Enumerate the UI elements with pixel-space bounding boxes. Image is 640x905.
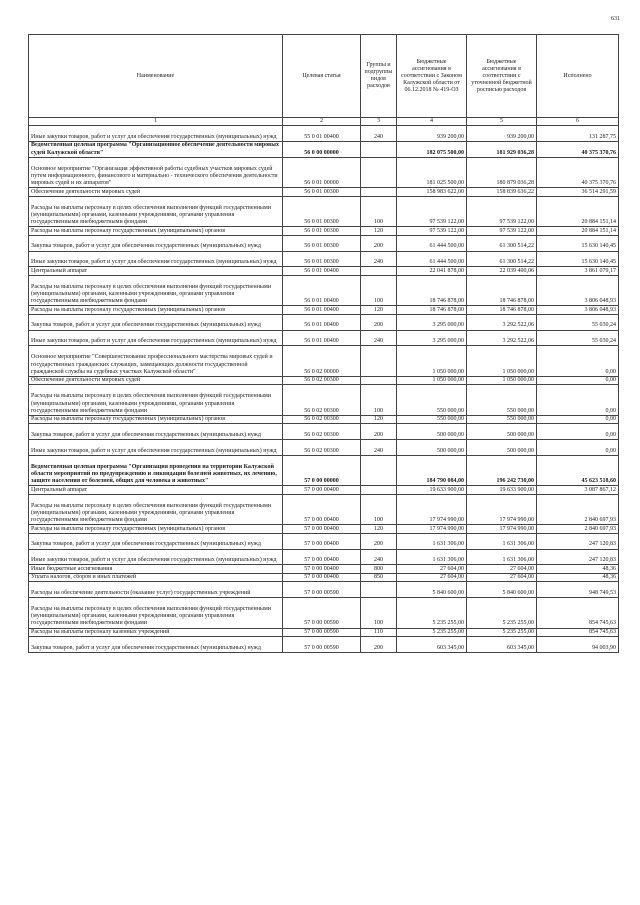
row-refined-amount: 17 974 990,00 — [467, 494, 537, 525]
row-executed-amount: 3 806 048,93 — [537, 275, 619, 306]
row-target-code: 57 0 00 00590 — [283, 628, 361, 636]
row-name: Закупка товаров, работ и услуг для обеспечения государственных (муниципальных) нужд — [29, 533, 283, 549]
row-name: Уплата налогов, сборов и иных платежей — [29, 573, 283, 581]
row-name: Расходы на выплаты персоналу в целях обеспечения выполнения функций государственными (муниципальными) органами, казенными учреждениями, органами управления государственными внебюджетными фондами — [29, 275, 283, 306]
table-row — [29, 142, 619, 158]
table-row — [29, 314, 619, 330]
row-approved-amount: 5 235 255,00 — [397, 628, 467, 636]
row-name: Основное мероприятие "Организация эффективной работы судебных участков мировых судей путем информационного, финансового и материально - технического обеспечения деятельности мировых судей и их аппаратов" — [29, 157, 283, 188]
row-name: Закупка товаров, работ и услуг для обеспечения государственных (муниципальных) нужд — [29, 424, 283, 440]
row-executed-amount: 2 840 697,93 — [537, 494, 619, 525]
header-group: Группы и подгруппы видов расходов — [361, 35, 397, 118]
row-target-code: 57 0 00 00400 — [283, 525, 361, 533]
row-approved-amount: 1 050 000,00 — [397, 376, 467, 384]
row-refined-amount: 603 345,00 — [467, 637, 537, 653]
table-row — [29, 525, 619, 533]
row-refined-amount: 19 633 900,00 — [467, 486, 537, 494]
row-expense-group — [361, 142, 397, 158]
row-executed-amount: 0,00 — [537, 385, 619, 416]
row-expense-group: 200 — [361, 637, 397, 653]
table-row — [29, 494, 619, 525]
table-row — [29, 486, 619, 494]
row-approved-amount: 18 746 878,00 — [397, 275, 467, 306]
row-target-code: 56 0 01 00300 — [283, 235, 361, 251]
header-row — [29, 35, 619, 118]
table-row — [29, 251, 619, 267]
row-name: Расходы на выплаты персоналу в целях обеспечения выполнения функций государственными (муниципальными) органами, казенными учреждениями, органами управления государственными внебюджетными фондами — [29, 385, 283, 416]
table-row — [29, 346, 619, 377]
row-executed-amount: 15 630 140,45 — [537, 235, 619, 251]
row-executed-amount: 3 806 048,93 — [537, 306, 619, 314]
row-approved-amount: 550 000,00 — [397, 385, 467, 416]
row-approved-amount: 17 974 990,00 — [397, 525, 467, 533]
row-expense-group: 240 — [361, 330, 397, 346]
row-executed-amount: 247 120,83 — [537, 533, 619, 549]
row-approved-amount: 1 631 306,00 — [397, 533, 467, 549]
row-name: Ведомственная целевая программа "Организация проведения на территории Калужской области мероприятий по предупреждению и ликвидации болезней животных, их лечению, защите населения от болезней, общих для человека и животных" — [29, 455, 283, 486]
row-refined-amount: 27 604,00 — [467, 565, 537, 573]
table-row — [29, 582, 619, 598]
row-refined-amount: 1 631 306,00 — [467, 533, 537, 549]
row-expense-group: 800 — [361, 565, 397, 573]
row-approved-amount: 5 235 255,00 — [397, 598, 467, 629]
row-approved-amount: 1 631 306,00 — [397, 549, 467, 565]
row-refined-amount: 1 050 000,00 — [467, 376, 537, 384]
column-index-row — [29, 118, 619, 126]
row-expense-group — [361, 346, 397, 377]
row-name: Иные закупки товаров, работ и услуг для обеспечения государственных (муниципальных) нужд — [29, 330, 283, 346]
header-name: Наименование — [29, 35, 283, 118]
row-target-code: 57 0 00 00590 — [283, 637, 361, 653]
table-row — [29, 565, 619, 573]
table-row — [29, 275, 619, 306]
row-name: Закупка товаров, работ и услуг для обеспечения государственных (муниципальных) нужд — [29, 314, 283, 330]
row-approved-amount: 5 840 600,00 — [397, 582, 467, 598]
row-refined-amount: 1 050 000,00 — [467, 346, 537, 377]
row-target-code: 57 0 00 00400 — [283, 494, 361, 525]
row-name: Расходы на выплаты персоналу казенных учреждений — [29, 628, 283, 636]
row-name: Иные закупки товаров, работ и услуг для обеспечения государственных (муниципальных) нужд — [29, 549, 283, 565]
table-row — [29, 549, 619, 565]
column-index: 3 — [361, 118, 397, 126]
row-executed-amount: 20 884 151,14 — [537, 196, 619, 227]
row-approved-amount: 181 025 500,00 — [397, 157, 467, 188]
row-executed-amount: 20 884 151,14 — [537, 227, 619, 235]
row-target-code: 56 0 00 00000 — [283, 142, 361, 158]
row-executed-amount: 55 030,24 — [537, 330, 619, 346]
column-index: 5 — [467, 118, 537, 126]
row-executed-amount: 854 745,63 — [537, 598, 619, 629]
row-refined-amount: 18 746 878,00 — [467, 306, 537, 314]
table-row — [29, 188, 619, 196]
row-target-code: 57 0 00 00400 — [283, 549, 361, 565]
row-name: Центральный аппарат — [29, 267, 283, 275]
row-name: Расходы на обеспечение деятельности (оказание услуг) государственных учреждений — [29, 582, 283, 598]
row-target-code: 57 0 00 00400 — [283, 573, 361, 581]
row-executed-amount: 0,00 — [537, 376, 619, 384]
row-approved-amount: 17 974 990,00 — [397, 494, 467, 525]
row-refined-amount: 22 039 400,06 — [467, 267, 537, 275]
row-expense-group — [361, 157, 397, 188]
row-target-code: 57 0 00 00590 — [283, 582, 361, 598]
budget-table — [28, 34, 619, 653]
row-expense-group: 850 — [361, 573, 397, 581]
row-target-code: 56 0 02 00300 — [283, 424, 361, 440]
row-approved-amount: 3 295 000,00 — [397, 330, 467, 346]
row-expense-group: 100 — [361, 598, 397, 629]
table-row — [29, 157, 619, 188]
row-name: Расходы на выплаты персоналу в целях обеспечения выполнения функций государственными (муниципальными) органами, казенными учреждениями, органами управления государственными внебюджетными фондами — [29, 598, 283, 629]
row-target-code: 57 0 00 00400 — [283, 486, 361, 494]
row-expense-group: 200 — [361, 314, 397, 330]
row-refined-amount: 550 000,00 — [467, 415, 537, 423]
row-target-code: 56 0 01 00400 — [283, 275, 361, 306]
row-name: Обеспечение деятельности мировых судей — [29, 376, 283, 384]
row-name: Центральный аппарат — [29, 486, 283, 494]
row-executed-amount: 48,36 — [537, 573, 619, 581]
row-expense-group: 120 — [361, 525, 397, 533]
table-row — [29, 637, 619, 653]
page-number: 631 — [611, 16, 620, 22]
row-name: Расходы на выплаты персоналу в целях обеспечения выполнения функций государственными (муниципальными) органами, казенными учреждениями, органами управления государственными внебюджетными фондами — [29, 494, 283, 525]
row-executed-amount: 2 840 697,93 — [537, 525, 619, 533]
row-approved-amount: 1 050 000,00 — [397, 346, 467, 377]
row-refined-amount: 1 631 306,00 — [467, 549, 537, 565]
row-approved-amount: 18 746 878,00 — [397, 306, 467, 314]
row-expense-group: 120 — [361, 415, 397, 423]
row-target-code: 56 0 02 00300 — [283, 376, 361, 384]
row-executed-amount: 40 375 370,76 — [537, 157, 619, 188]
row-target-code: 56 0 01 00400 — [283, 306, 361, 314]
row-approved-amount: 97 539 122,00 — [397, 196, 467, 227]
row-executed-amount: 0,00 — [537, 440, 619, 456]
column-index: 2 — [283, 118, 361, 126]
row-target-code: 56 0 01 00300 — [283, 196, 361, 227]
table-row — [29, 235, 619, 251]
row-target-code: 56 0 02 00000 — [283, 346, 361, 377]
row-refined-amount: 3 292 522,06 — [467, 330, 537, 346]
table-row — [29, 330, 619, 346]
row-refined-amount: 27 604,00 — [467, 573, 537, 581]
row-refined-amount: 97 539 122,00 — [467, 227, 537, 235]
row-approved-amount: 939 200,00 — [397, 126, 467, 142]
table-row — [29, 376, 619, 384]
row-approved-amount: 550 000,00 — [397, 415, 467, 423]
table-row — [29, 306, 619, 314]
row-target-code: 56 0 01 00300 — [283, 251, 361, 267]
row-approved-amount: 19 633 900,00 — [397, 486, 467, 494]
row-refined-amount: 196 242 730,00 — [467, 455, 537, 486]
row-approved-amount: 97 539 122,00 — [397, 227, 467, 235]
row-name: Основное мероприятие "Совершенствование профессионального мастерства мировых судей и государственных гражданских служащих, замещающих должности государственной гражданской службы на судебных участках Калужской области" — [29, 346, 283, 377]
row-refined-amount: 181 929 036,28 — [467, 142, 537, 158]
row-target-code: 56 0 01 00300 — [283, 188, 361, 196]
row-name: Закупка товаров, работ и услуг для обеспечения государственных (муниципальных) нужд — [29, 235, 283, 251]
row-target-code: 56 0 01 00400 — [283, 267, 361, 275]
row-refined-amount: 97 539 122,00 — [467, 196, 537, 227]
row-approved-amount: 27 604,00 — [397, 565, 467, 573]
row-target-code: 57 0 00 00400 — [283, 533, 361, 549]
row-expense-group: 240 — [361, 251, 397, 267]
row-name: Ведомственная целевая программа "Организационное обеспечение деятельности мировых судей Калужской области" — [29, 142, 283, 158]
header-approved: Бюджетные ассигнования в соответствии с Законом Калужской области от 06.12.2018 № 419-ОЗ — [397, 35, 467, 118]
table-row — [29, 424, 619, 440]
row-refined-amount: 5 235 255,00 — [467, 628, 537, 636]
row-executed-amount: 36 514 291,59 — [537, 188, 619, 196]
row-executed-amount: 247 120,83 — [537, 549, 619, 565]
row-expense-group: 120 — [361, 306, 397, 314]
row-name: Расходы на выплаты персоналу в целях обеспечения выполнения функций государственными (муниципальными) органами, казенными учреждениями, органами управления государственными внебюджетными фондами — [29, 196, 283, 227]
row-executed-amount: 3 861 079,17 — [537, 267, 619, 275]
table-row — [29, 598, 619, 629]
row-approved-amount: 27 604,00 — [397, 573, 467, 581]
row-approved-amount: 61 444 500,00 — [397, 235, 467, 251]
row-expense-group — [361, 582, 397, 598]
row-refined-amount: 18 746 878,00 — [467, 275, 537, 306]
row-approved-amount: 3 295 000,00 — [397, 314, 467, 330]
row-name: Иные закупки товаров, работ и услуг для обеспечения государственных (муниципальных) нужд — [29, 251, 283, 267]
row-expense-group — [361, 188, 397, 196]
table-row — [29, 440, 619, 456]
row-name: Обеспечение деятельности мировых судей — [29, 188, 283, 196]
row-target-code: 57 0 00 00400 — [283, 565, 361, 573]
row-name: Закупка товаров, работ и услуг для обеспечения государственных (муниципальных) нужд — [29, 637, 283, 653]
row-refined-amount: 158 839 636,22 — [467, 188, 537, 196]
row-refined-amount: 61 300 514,22 — [467, 251, 537, 267]
row-expense-group: 240 — [361, 549, 397, 565]
row-expense-group: 120 — [361, 227, 397, 235]
row-approved-amount: 500 000,00 — [397, 440, 467, 456]
row-expense-group: 100 — [361, 196, 397, 227]
column-index: 6 — [537, 118, 619, 126]
column-index: 1 — [29, 118, 283, 126]
row-target-code: 56 0 01 00400 — [283, 330, 361, 346]
row-expense-group: 200 — [361, 424, 397, 440]
row-name: Расходы на выплаты персоналу государственных (муниципальных) органов — [29, 227, 283, 235]
row-name: Иные бюджетные ассигнования — [29, 565, 283, 573]
header-refined: Бюджетные ассигнования в соответствии с уточненной бюджетной росписью расходов — [467, 35, 537, 118]
row-refined-amount: 500 000,00 — [467, 440, 537, 456]
row-executed-amount: 48,36 — [537, 565, 619, 573]
row-target-code: 57 0 00 00000 — [283, 455, 361, 486]
table-body — [29, 126, 619, 653]
table-row — [29, 628, 619, 636]
row-refined-amount: 5 840 600,00 — [467, 582, 537, 598]
table-row — [29, 267, 619, 275]
row-approved-amount: 61 444 500,00 — [397, 251, 467, 267]
row-name: Расходы на выплаты персоналу государственных (муниципальных) органов — [29, 415, 283, 423]
row-executed-amount: 854 745,63 — [537, 628, 619, 636]
row-target-code: 56 0 02 00300 — [283, 440, 361, 456]
row-expense-group: 200 — [361, 533, 397, 549]
row-refined-amount: 17 974 990,00 — [467, 525, 537, 533]
table-row — [29, 196, 619, 227]
row-expense-group — [361, 267, 397, 275]
row-executed-amount: 45 623 518,60 — [537, 455, 619, 486]
row-executed-amount: 3 087 867,12 — [537, 486, 619, 494]
table-row — [29, 385, 619, 416]
row-expense-group: 100 — [361, 385, 397, 416]
row-refined-amount: 3 292 522,06 — [467, 314, 537, 330]
row-target-code: 56 0 02 00300 — [283, 415, 361, 423]
row-expense-group: 240 — [361, 440, 397, 456]
row-refined-amount: 61 300 514,22 — [467, 235, 537, 251]
row-name: Иные закупки товаров, работ и услуг для обеспечения государственных (муниципальных) нужд — [29, 126, 283, 142]
row-name: Иные закупки товаров, работ и услуг для обеспечения государственных (муниципальных) нужд — [29, 440, 283, 456]
row-name: Расходы на выплаты персоналу государственных (муниципальных) органов — [29, 306, 283, 314]
table-row — [29, 126, 619, 142]
row-name: Расходы на выплаты персоналу государственных (муниципальных) органов — [29, 525, 283, 533]
row-target-code: 55 0 01 00400 — [283, 126, 361, 142]
row-executed-amount: 0,00 — [537, 346, 619, 377]
row-refined-amount: 180 879 036,28 — [467, 157, 537, 188]
table-row — [29, 533, 619, 549]
row-executed-amount: 94 003,90 — [537, 637, 619, 653]
row-approved-amount: 603 345,00 — [397, 637, 467, 653]
row-approved-amount: 158 983 622,00 — [397, 188, 467, 196]
row-executed-amount: 948 749,53 — [537, 582, 619, 598]
row-refined-amount: 550 000,00 — [467, 385, 537, 416]
row-expense-group — [361, 376, 397, 384]
row-executed-amount: 15 630 140,45 — [537, 251, 619, 267]
row-expense-group: 110 — [361, 628, 397, 636]
row-expense-group: 100 — [361, 275, 397, 306]
table-row — [29, 227, 619, 235]
row-target-code: 56 0 01 00300 — [283, 227, 361, 235]
header-code: Целевая статья — [283, 35, 361, 118]
row-refined-amount: 500 000,00 — [467, 424, 537, 440]
row-expense-group: 200 — [361, 235, 397, 251]
row-expense-group — [361, 486, 397, 494]
row-expense-group: 100 — [361, 494, 397, 525]
row-target-code: 57 0 00 00590 — [283, 598, 361, 629]
row-approved-amount: 182 075 500,00 — [397, 142, 467, 158]
row-refined-amount: 5 235 255,00 — [467, 598, 537, 629]
row-executed-amount: 131 287,75 — [537, 126, 619, 142]
row-refined-amount: 939 200,00 — [467, 126, 537, 142]
table-row — [29, 415, 619, 423]
row-target-code: 56 0 01 00400 — [283, 314, 361, 330]
header-executed: Исполнено — [537, 35, 619, 118]
row-target-code: 56 0 01 00000 — [283, 157, 361, 188]
row-expense-group: 240 — [361, 126, 397, 142]
row-expense-group — [361, 455, 397, 486]
row-approved-amount: 184 790 084,00 — [397, 455, 467, 486]
row-executed-amount: 0,00 — [537, 415, 619, 423]
row-executed-amount: 0,00 — [537, 424, 619, 440]
column-index: 4 — [397, 118, 467, 126]
row-executed-amount: 40 375 370,76 — [537, 142, 619, 158]
row-approved-amount: 500 000,00 — [397, 424, 467, 440]
row-executed-amount: 55 030,24 — [537, 314, 619, 330]
table-row — [29, 455, 619, 486]
table-row — [29, 573, 619, 581]
row-approved-amount: 22 041 878,00 — [397, 267, 467, 275]
row-target-code: 56 0 02 00300 — [283, 385, 361, 416]
